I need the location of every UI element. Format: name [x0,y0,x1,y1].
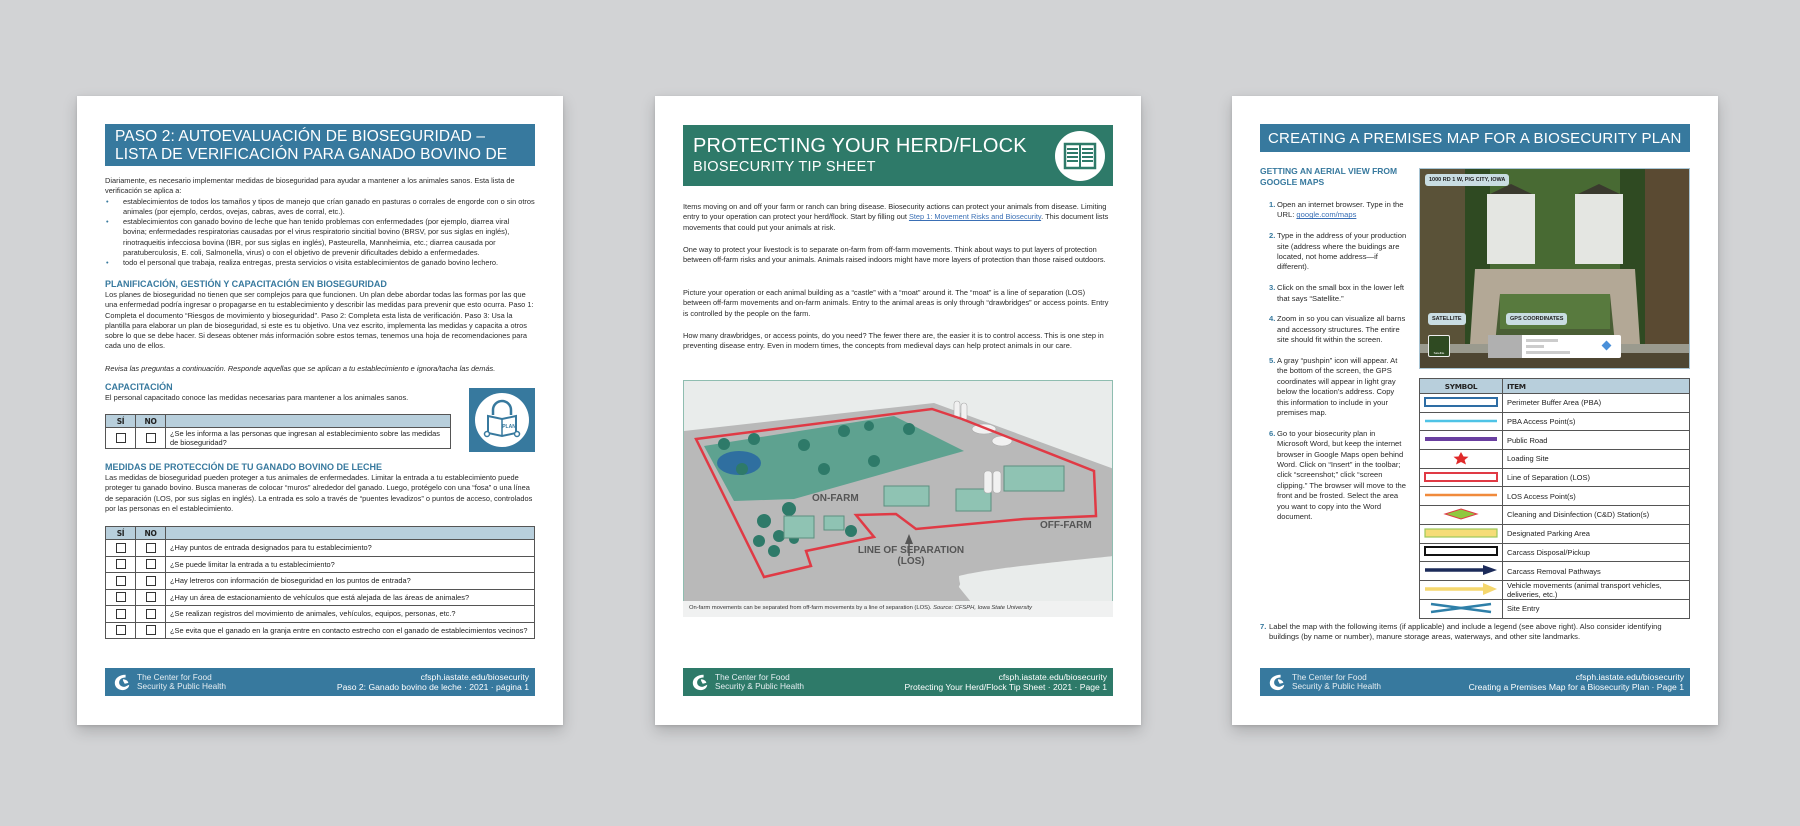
cfsph-logo-icon [1268,673,1286,691]
paragraph-intro [683,202,1113,233]
yellow-box-icon [1423,527,1499,539]
step-number: 2. [1269,231,1276,241]
off-farm-label: OFF-FARM [1040,520,1092,531]
step-item [1260,231,1408,273]
table-row [106,606,535,623]
no-checkbox[interactable] [146,543,156,553]
figure-caption [683,601,1113,617]
no-checkbox[interactable] [146,625,156,635]
orange-line-icon [1423,489,1499,501]
caption-source: Source: CFSPH, Iowa State University [933,605,1033,611]
satellite-button-label: Satellite [1433,351,1445,355]
legend-item: Carcass Removal Pathways [1503,562,1690,581]
header-question [166,527,535,540]
location-thumbnail [1488,335,1522,358]
header-item: ITEM [1503,379,1690,394]
table-header-row [106,527,535,540]
los-label-line1: LINE OF SEPARATION [857,545,965,556]
address-placeholder [1526,345,1544,348]
section-text: Los planes de bioseguridad no tienen que ser complejos para que funcionen. Un plan debe abordar todas las formas por las que una enfermedad podría ingresar o propagarse en tu establecimiento y describir las medidas para prevenir que esto ocurra. Paso 1: Completa el documento “Riesgos de movimiento y bioseguridad”. Paso 2: Completa esta lista de verificación. Paso 3: Usa la plantilla para elaborar un plan de bioseguridad, si este es tu objetivo. Una vez escrito, implementa las medidas y capacita a otros sobre lo que se debe hacer. Si deseas obtener más información sobre estos temas, tenemos una hoja de recomendaciones para cada uno de ellos. [105,290,534,351]
table-row [106,589,535,606]
footer-url[interactable]: cfsph.iastate.edu/biosecurity [420,672,529,682]
step-text: Zoom in so you can visualize all barns and accessory structures. The entire site should fit within the screen. [1277,314,1406,345]
section-text: El personal capacitado conoce las medidas necesarias para mantener a los animales sanos. [105,393,409,402]
legend-item: Line of Separation (LOS) [1503,468,1690,487]
instruction-text: Revisa las preguntas a continuación. Responde aquellas que se aplican a tu establecimiento e ignora/tacha las demás. [105,364,496,373]
step1-link[interactable]: Step 1: Movement Risks and Biosecurity [908,212,1042,222]
step-text: Label the map with the following items (if applicable) and include a legend (see above right). Also consider identifying buildings (by name or number), manure storage areas, waterways, and other site landmarks. [1269,622,1662,642]
purple-line-icon [1423,433,1499,445]
legend-item: Site Entry [1503,599,1690,618]
table-row [106,428,451,449]
red-star-icon [1423,451,1499,465]
fence-gate-icon [1055,131,1105,181]
header-symbol: SYMBOL [1420,379,1503,394]
section-planning [105,279,535,352]
step-item [1260,356,1408,418]
los-label [846,545,976,567]
cfsph-logo-icon [113,673,131,691]
bullet-item: • todo el personal que trabaja, realiza entregas, presta servicios o visita establecimientos de ganado bovino lechero. [105,258,535,268]
step-text: Click on the small box in the lower left that says “Satellite.” [1277,283,1405,303]
light-blue-line-icon [1423,415,1499,427]
step-number: 1. [1269,200,1276,209]
page-footer [105,668,535,696]
step-text: Go to your biosecurity plan in Microsoft Word, but keep the internet browser in Google Maps open behind Word. Click on “Insert” in the toolbar; click “screenshot;” click “screen clipping.” The browser will move to the front and be frosted. Select the area you want to copy into the Word document. [1277,428,1407,522]
intro [105,176,535,269]
org-name-line1: The Center for Food [715,672,790,682]
red-outline-box-icon [1423,471,1499,483]
satellite-toggle-button[interactable] [1428,335,1450,357]
blue-outline-box-icon [1423,396,1499,408]
no-checkbox[interactable] [146,576,156,586]
legend-row [1420,431,1690,450]
page-footer [1260,668,1690,696]
page-title: PROTECTING YOUR HERD/FLOCK [693,135,1027,157]
question-text: ¿Se puede limitar la entrada a tu establecimiento? [166,556,535,573]
footer-url[interactable]: cfsph.iastate.edu/biosecurity [998,672,1107,682]
step-item [1260,314,1408,345]
google-maps-link[interactable]: google.com/maps [1296,210,1357,220]
legend-row [1420,562,1690,581]
step-number: 4. [1269,314,1276,324]
address-tag: 1000 RD 1 W, PIG CITY, IOWA [1425,174,1509,186]
no-checkbox[interactable] [146,609,156,619]
cfsph-logo-icon [691,673,709,691]
question-text: ¿Hay un área de estacionamiento de vehículos que está alejada de las áreas de animales? [166,589,535,606]
section-heading: MEDIDAS DE PROTECCIÓN DE TU GANADO BOVINO DE LECHE [105,462,383,472]
legend-row [1420,412,1690,431]
table-row [106,556,535,573]
los-label-line2: (LOS) [897,556,925,567]
footer-page-info: Creating a Premises Map for a Biosecurity Plan · Page 1 [1468,682,1684,692]
question-text: ¿Se les informa a las personas que ingresan al establecimiento sobre las medidas de bioseguridad? [166,428,451,449]
intro-bullets [105,197,535,269]
table-header-row [1420,379,1690,394]
org-name-line2: Security & Public Health [137,681,227,691]
black-outline-box-icon [1423,545,1499,557]
org-name-line2: Security & Public Health [715,681,805,691]
step-text: A gray “pushpin” icon will appear. At the bottom of the screen, the GPS coordinates will appear in light gray below the location’s address. Copy this information to include in your premises map. [1277,356,1398,418]
caption-text: On-farm movements can be separated from off-farm movements by a line of separation (LOS). [689,605,934,611]
navy-arrow-icon [1423,564,1499,576]
paragraph-castle: Picture your operation or each animal building as a “castle” with a “moat” around it. The “moat” is a line of separation (LOS) between off-farm movements and on-farm animals. Entry to the animal areas is only through “drawbridges” or access points. Entry is controlled by the people on the farm. [683,288,1109,318]
page-subtitle: BIOSECURITY TIP SHEET [693,159,876,175]
training-checklist-table [105,414,451,449]
yes-checkbox[interactable] [116,559,126,569]
cfsph-logo [691,673,804,691]
bullet-item: • establecimientos de todos los tamaños y tipos de manejo que crían ganado en pasturas o corrales de engorde con o sin otros animales (por ejemplo, cerdos, ovejas, cabras, aves de corral, etc.). [105,197,535,218]
yes-checkbox[interactable] [116,625,126,635]
page-paso-2-checklist [77,96,563,725]
page-tip-sheet [655,96,1141,725]
legend-item: PBA Access Point(s) [1503,412,1690,431]
section-text: Las medidas de bioseguridad pueden proteger a tus animales de enfermedades. Limitar la entrada a tu establecimiento puede proteger tu ganado bovino. Busca maneras de colocar “muros” alrededor del ganado. Luego, protégelo con una “fosa” o una línea de separación (LOS, por sus siglas en inglés). La entrada es solo a través de “puentes levadizos” o puntos de acceso, controlados por las personas en el establecimiento. [105,473,533,513]
svg-text:PLAN: PLAN [502,424,516,430]
legend-item: Cleaning and Disinfection (C&D) Station(s) [1503,506,1690,525]
no-checkbox[interactable] [146,559,156,569]
cfsph-logo [113,673,226,691]
cfsph-logo [1268,673,1381,691]
farm-diagram [684,381,1113,617]
no-checkbox[interactable] [146,592,156,602]
legend-row [1420,580,1690,599]
legend-item: Designated Parking Area [1503,524,1690,543]
location-info-card[interactable] [1488,335,1621,358]
green-diamond-icon [1423,508,1499,520]
directions-icon[interactable] [1602,341,1612,351]
section-heading: PLANIFICACIÓN, GESTIÓN Y CAPACITACIÓN EN BIOSEGURIDAD [105,279,387,289]
plan-book-icon [469,388,535,452]
org-name-line1: The Center for Food [137,672,212,682]
page-footer [683,668,1113,696]
footer-url[interactable]: cfsph.iastate.edu/biosecurity [1575,672,1684,682]
question-text: ¿Se evita que el ganado en la granja entre en contacto estrecho con el ganado de establecimientos vecinos? [166,622,535,639]
bullet-item: • establecimientos con ganado bovino de leche que han tenido problemas con enfermedades (por ejemplo, diarrea viral bovina; enfermedades respiratorias causadas por el virus respiratorio sincitial bovino (BRSV, por sus siglas en inglés), rinotraqueitis infecciosa bovina (IBR, por sus siglas en inglés), Pasteurella, Mannheimia, etc.; diarrea causada por paratuberculosis, E. coli, Salmonella, virus) o con el objetivo de prevenir dificultades debido a enfermedades. [105,217,535,258]
gps-placeholder [1526,351,1570,354]
step-number: 3. [1269,283,1276,293]
legend-row [1420,487,1690,506]
blue-x-icon [1423,602,1499,614]
legend-item: Vehicle movements (animal transport vehicles, deliveries, etc.) [1503,580,1690,599]
step-item-7 [1260,622,1689,643]
step-text: Type in the address of your production site (address where the buidings are located, not home address—if different). [1277,231,1407,272]
header-question [166,415,451,428]
header-no: NO [136,527,166,540]
step-text: Open an internet browser. Type in the URL: [1277,200,1404,220]
page-header [683,125,1113,186]
legend-item: Carcass Disposal/Pickup [1503,543,1690,562]
farm-los-illustration [683,380,1113,617]
satellite-map-image [1419,168,1690,369]
page-title: CREATING A PREMISES MAP FOR A BIOSECURITY PLAN [1260,124,1690,152]
section-heading: GETTING AN AERIAL VIEW FROM GOOGLE MAPS [1260,166,1398,187]
page-premises-map [1232,96,1718,725]
legend-row [1420,506,1690,525]
para-text: . This document lists movements that could put your animals at risk. [683,212,1109,232]
on-farm-label: ON-FARM [812,493,859,504]
legend-row [1420,599,1690,618]
table-row [106,540,535,557]
legend-item: Public Road [1503,431,1690,450]
table-row [106,622,535,639]
question-text: ¿Se realizan registros del movimiento de animales, vehículos, equipos, personas, etc.? [166,606,535,623]
paragraph-drawbridges: How many drawbridges, or access points, do you need? The fewer there are, the easier it is to control access. This is one step in preventing disease entry. Even in modern times, the concepts from medieval days can help protect animals in our care. [683,331,1104,351]
header-si: SÍ [106,527,136,540]
yes-checkbox[interactable] [116,433,126,443]
legend-item: Loading Site [1503,450,1690,469]
question-text: ¿Hay letreros con información de bioseguridad en los puntos de entrada? [166,573,535,590]
footer-page-info: Protecting Your Herd/Flock Tip Sheet · 2021 · Page 1 [904,682,1107,692]
protection-checklist-table [105,526,535,639]
step-item [1260,429,1408,523]
intro-text: Diariamente, es necesario implementar medidas de bioseguridad para ayudar a mantener a los animales sanos. Esta lista de verificación se aplica a: [105,176,515,196]
steps-list [1260,200,1408,523]
legend-row [1420,468,1690,487]
step-item [1260,200,1408,221]
para-text: Items moving on and off your farm or ranch can bring disease. Biosecurity actions can protect your animals from disease. Limiting entry to your operation can protect your herd/flock. Start by filling out [683,202,1107,222]
legend-item: Perimeter Buffer Area (PBA) [1503,394,1690,413]
step-number: 7. [1260,622,1267,631]
section-protection-measures [105,462,535,514]
no-checkbox[interactable] [146,433,156,443]
table-row [106,573,535,590]
satellite-tag: SATELLITE [1428,313,1466,325]
gps-coordinates-tag: GPS COORDINATES [1506,313,1567,325]
legend-row [1420,450,1690,469]
org-name-line2: Security & Public Health [1292,681,1382,691]
step-item [1260,283,1408,304]
yes-checkbox[interactable] [116,543,126,553]
header-no: NO [136,415,166,428]
page-title: PASO 2: AUTOEVALUACIÓN DE BIOSEGURIDAD – LISTA DE VERIFICACIÓN PARA GANADO BOVINO DE LECHE [105,124,535,166]
paragraph-layers: One way to protect your livestock is to separate on-farm from off-farm movements. Think about ways to put layers of protection between off-farm risks and your animals. Animals raised indoors might have more layers of protection than those raised outdoors. [683,245,1106,265]
legend-row [1420,543,1690,562]
address-placeholder [1526,339,1558,342]
yes-checkbox[interactable] [116,609,126,619]
section-training [105,382,445,403]
yes-checkbox[interactable] [116,576,126,586]
legend-row [1420,524,1690,543]
legend-table [1419,378,1690,619]
yes-checkbox[interactable] [116,592,126,602]
step-number: 5. [1269,356,1276,366]
legend-row [1420,394,1690,413]
footer-page-info: Paso 2: Ganado bovino de leche · 2021 · página 1 [336,682,529,692]
legend-item: LOS Access Point(s) [1503,487,1690,506]
org-name-line1: The Center for Food [1292,672,1367,682]
instructions-column [1260,166,1408,533]
section-heading: CAPACITACIÓN [105,382,173,392]
header-si: SÍ [106,415,136,428]
question-text: ¿Hay puntos de entrada designados para tu establecimiento? [166,540,535,557]
yellow-arrow-icon [1423,582,1499,596]
step-number: 6. [1269,428,1276,438]
table-header-row [106,415,451,428]
